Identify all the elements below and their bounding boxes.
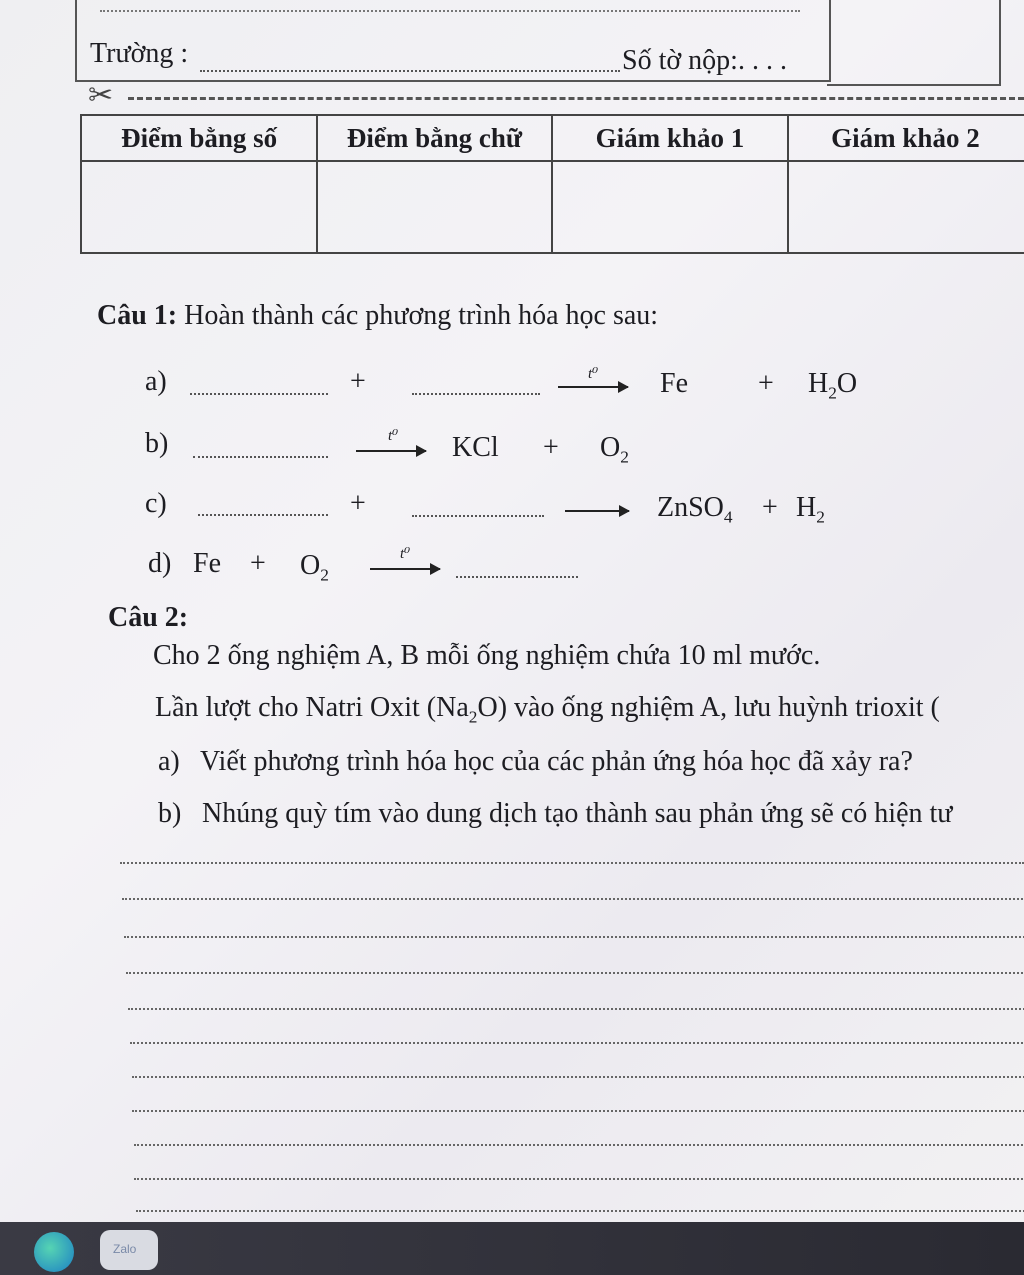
answer-line-10 [134, 1178, 1024, 1180]
cau1-heading [97, 300, 658, 332]
answer-line-9 [134, 1144, 1024, 1146]
cau1-text: Hoàn thành các phương trình hóa học sau: [184, 300, 659, 331]
zalo-app-icon[interactable] [100, 1230, 158, 1270]
eq-c-plus-2: + [762, 492, 778, 523]
answer-line-3 [124, 936, 1024, 938]
answer-line-7 [132, 1076, 1024, 1078]
cau2-a-label: a) [158, 746, 180, 777]
eq-b-condition: t⁰ [388, 428, 399, 444]
answer-line-6 [130, 1042, 1024, 1044]
truong-field [200, 70, 620, 72]
cau2-label: Câu 2: [108, 602, 189, 633]
cell-giam-khao-1 [552, 161, 788, 253]
edge-browser-icon[interactable] [34, 1232, 74, 1272]
eq-a-plus-1: + [350, 366, 366, 397]
eq-d-arrow [370, 568, 440, 570]
eq-a-blank-1 [190, 393, 328, 395]
eq-c-product-2: $H_2$ [796, 492, 825, 527]
eq-b-label: b) [145, 428, 169, 459]
cut-line [128, 97, 1024, 100]
eq-a-condition: t⁰ [588, 366, 599, 382]
answer-line-5 [128, 1008, 1024, 1010]
cau2-b-label: b) [158, 798, 182, 829]
eq-a-product-1: Fe [660, 368, 688, 399]
eq-a-plus-2: + [758, 368, 774, 399]
eq-d-plus: + [250, 548, 266, 579]
eq-d-blank [456, 576, 578, 578]
answer-line-8 [132, 1110, 1024, 1112]
header-diem-bang-chu: Điểm bằng chữ [317, 115, 551, 161]
truong-label: Trường : [90, 38, 189, 69]
eq-c-blank-1 [198, 514, 328, 516]
eq-d-reactant-1: Fe [193, 548, 221, 579]
cau2-b-text: Nhúng quỳ tím vào dung dịch tạo thành sau phản ứng sẽ có hiện tư [202, 798, 953, 829]
eq-a-arrow [558, 386, 628, 388]
header-side-box [827, 0, 1001, 86]
eq-b-arrow [356, 450, 426, 452]
cau2-line1: Cho 2 ống nghiệm A, B mỗi ống nghiệm chứa 10 ml mước. [153, 640, 821, 671]
header-giam-khao-1: Giám khảo 1 [552, 115, 788, 161]
top-dotted-line [100, 10, 800, 12]
header-giam-khao-2: Giám khảo 2 [788, 115, 1024, 161]
eq-a-label: a) [145, 366, 167, 397]
cau2-line2: Lần lượt cho Natri Oxit $(Na_2O)$ vào ống nghiệm A, lưu huỳnh trioxit ( [155, 692, 940, 727]
eq-d-label: d) [148, 548, 172, 579]
eq-d-reactant-2: $O_2$ [300, 550, 329, 585]
eq-c-arrow [565, 510, 629, 512]
cell-diem-bang-so [81, 161, 317, 253]
eq-c-blank-2 [412, 515, 544, 517]
header-diem-bang-so: Điểm bằng số [81, 115, 317, 161]
scissors-icon: ✂ [88, 79, 114, 112]
score-table [80, 114, 1024, 254]
cell-giam-khao-2 [788, 161, 1024, 253]
eq-c-product-1: ZnSO$_4$ [657, 492, 733, 527]
eq-b-product-2: $O_2$ [600, 432, 629, 467]
eq-a-product-2: $H_2O$ [808, 368, 858, 403]
so-to-nop-label: Số tờ nộp:. . . . [622, 45, 787, 76]
cau2-a-text: Viết phương trình hóa học của các phản ứng hóa học đã xảy ra? [200, 746, 913, 777]
eq-c-label: c) [145, 488, 167, 519]
answer-line-1 [120, 862, 1024, 864]
answer-line-11 [136, 1210, 1024, 1212]
eq-c-plus-1: + [350, 488, 366, 519]
eq-d-condition: t⁰ [400, 546, 411, 562]
answer-line-4 [126, 972, 1024, 974]
eq-b-plus: + [543, 432, 559, 463]
cau1-label: Câu 1: [97, 300, 178, 331]
answer-line-2 [122, 898, 1024, 900]
eq-b-product-1: KCl [452, 432, 499, 463]
zalo-label: Zalo [113, 1242, 137, 1256]
eq-b-blank-1 [193, 456, 328, 458]
eq-a-blank-2 [412, 393, 540, 395]
cell-diem-bang-chu [317, 161, 551, 253]
